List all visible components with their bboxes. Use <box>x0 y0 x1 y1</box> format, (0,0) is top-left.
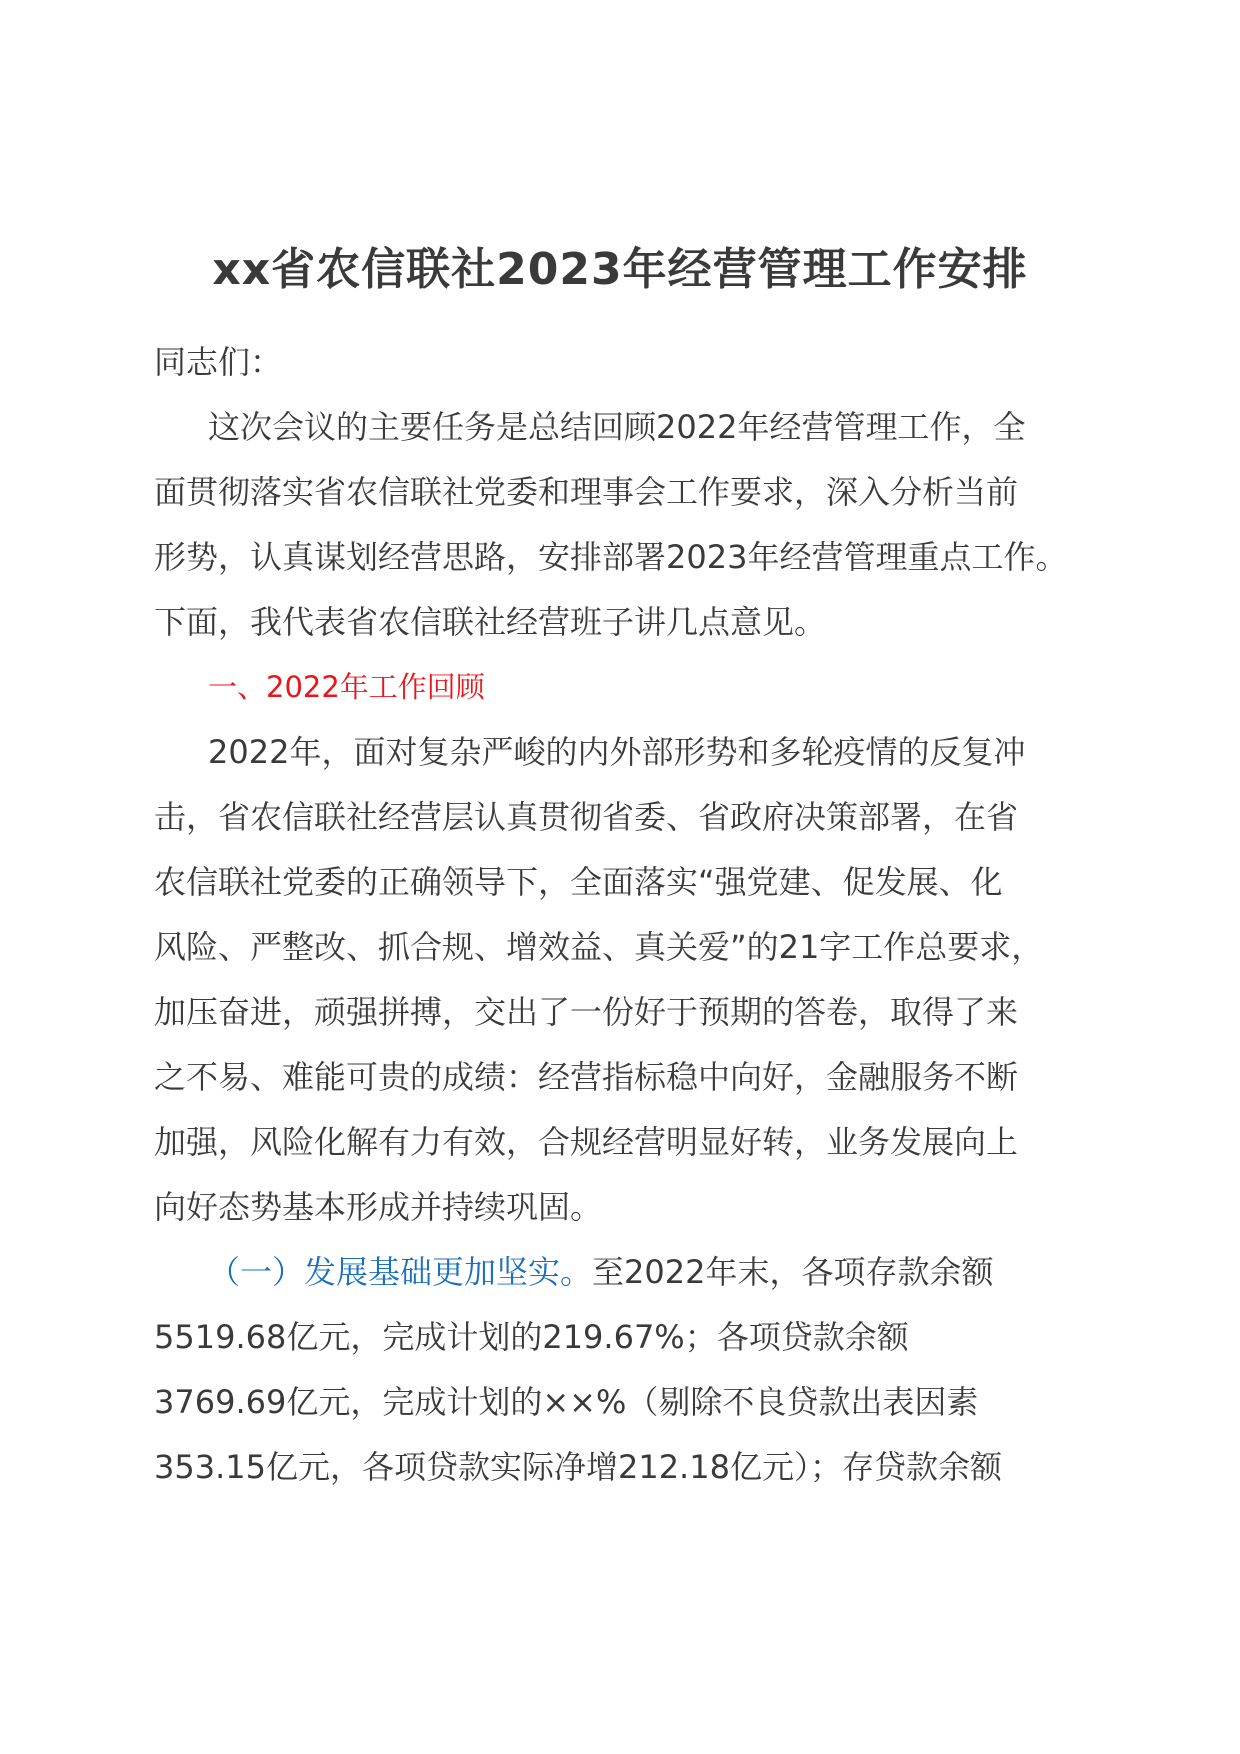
paragraph-line: 2022年，面对复杂严峻的内外部形势和多轮疫情的反复冲 <box>208 733 1026 771</box>
paragraph-line: 风险、严整改、抓合规、增效益、真关爱”的21字工作总要求， <box>154 928 1044 966</box>
paragraph-line: 这次会议的主要任务是总结回顾2022年经营管理工作，全 <box>208 408 1026 446</box>
paragraph-line: 击，省农信联社经营层认真贯彻省委、省政府决策部署，在省 <box>154 798 1019 836</box>
paragraph-line: 形势，认真谋划经营思路，安排部署2023年经营管理重点工作。 <box>154 538 1068 576</box>
paragraph-line: 5519.68亿元，完成计划的219.67%；各项贷款余额 <box>154 1318 909 1356</box>
paragraph-line: 下面，我代表省农信联社经营班子讲几点意见。 <box>154 603 827 641</box>
paragraph-subsection-1 <box>154 1240 1114 1500</box>
document-title: xx省农信联社2023年经营管理工作安排 <box>212 244 1028 295</box>
paragraph-review <box>154 720 1114 1240</box>
paragraph-line <box>154 1240 1114 1305</box>
paragraph-line: 加强，风险化解有力有效，合规经营明显好转，业务发展向上 <box>154 1123 1019 1161</box>
greeting <box>154 330 1114 395</box>
paragraph-line: 之不易、难能可贵的成绩：经营指标稳中向好，金融服务不断 <box>154 1058 1019 1096</box>
subsection-heading: （一）发展基础更加坚实。 <box>208 1253 593 1291</box>
paragraph-line: 农信联社党委的正确领导下，全面落实“强党建、促发展、化 <box>154 863 1003 901</box>
paragraph-line: 353.15亿元，各项贷款实际净增212.18亿元）；存贷款余额 <box>154 1448 1002 1486</box>
paragraph-line: 向好态势基本形成并持续巩固。 <box>154 1188 603 1226</box>
paragraph-line: 加压奋进，顽强拼搏，交出了一份好于预期的答卷，取得了来 <box>154 993 1019 1031</box>
section-heading <box>154 655 1114 720</box>
paragraph-intro <box>154 395 1114 655</box>
paragraph-line: 面贯彻落实省农信联社党委和理事会工作要求，深入分析当前 <box>154 473 1019 511</box>
paragraph-line: 3769.69亿元，完成计划的××%（剔除不良贷款出表因素 <box>154 1383 979 1421</box>
subsection-text: 至2022年末，各项存款余额 <box>592 1253 994 1291</box>
greeting-text: 同志们： <box>154 343 283 381</box>
section-heading-text: 一、2022年工作回顾 <box>208 670 485 704</box>
